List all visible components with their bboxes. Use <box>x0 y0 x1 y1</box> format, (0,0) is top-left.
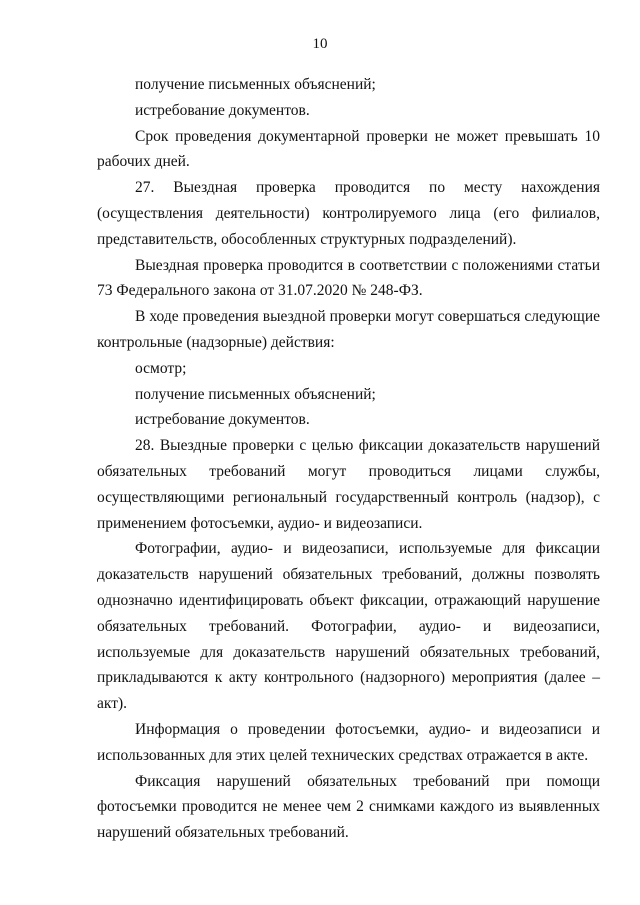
paragraph: Фиксация нарушений обязательных требований при помощи фотосъемки проводится не менее чем 2 снимками каждого из выявленных нарушений обязательных требований. <box>97 772 600 842</box>
paragraph: Информация о проведении фотосъемки, аудио- и видеозаписи и использованных для этих целей технических средствах отражается в акте. <box>97 720 600 764</box>
paragraph: 27. Выездная проверка проводится по месту нахождения (осуществления деятельности) контролируемого лица (его филиалов, представительств, обособленных структурных подразделений). <box>97 179 600 248</box>
paragraph: получение письменных объяснений; <box>135 385 376 403</box>
paragraph: В ходе проведения выездной проверки могут совершаться следующие контрольные (надзорные) действия: <box>97 308 600 351</box>
paragraph: Фотографии, аудио- и видеозаписи, используемые для фиксации доказательств нарушений обязательных требований, должны позволять однозначно идентифицировать объект фиксации, отражающий нарушение обязательных требований. Фотографии, аудио- и видеозаписи, используемые для доказательств нарушений обязательных требований, прикладываются к акту контрольного (надзорного) мероприятия (далее – акт). <box>97 540 600 713</box>
paragraph: истребование документов. <box>135 101 310 119</box>
document-body <box>97 72 600 846</box>
page-number: 10 <box>312 36 328 52</box>
paragraph: осмотр; <box>135 359 187 377</box>
paragraph: 28. Выездные проверки с целью фиксации доказательств нарушений обязательных требований могут проводиться лицами службы, осуществляющими региональный государственный контроль (надзор), с применением фотосъемки, аудио- и видеозаписи. <box>97 437 600 532</box>
paragraph: получение письменных объяснений; <box>135 76 376 93</box>
paragraph: Выездная проверка проводится в соответствии с положениями статьи 73 Федерального закона от 31.07.2020 № 248-ФЗ. <box>97 256 600 300</box>
paragraph: истребование документов. <box>135 411 310 429</box>
paragraph: Срок проведения документарной проверки не может превышать 10 рабочих дней. <box>97 127 600 171</box>
